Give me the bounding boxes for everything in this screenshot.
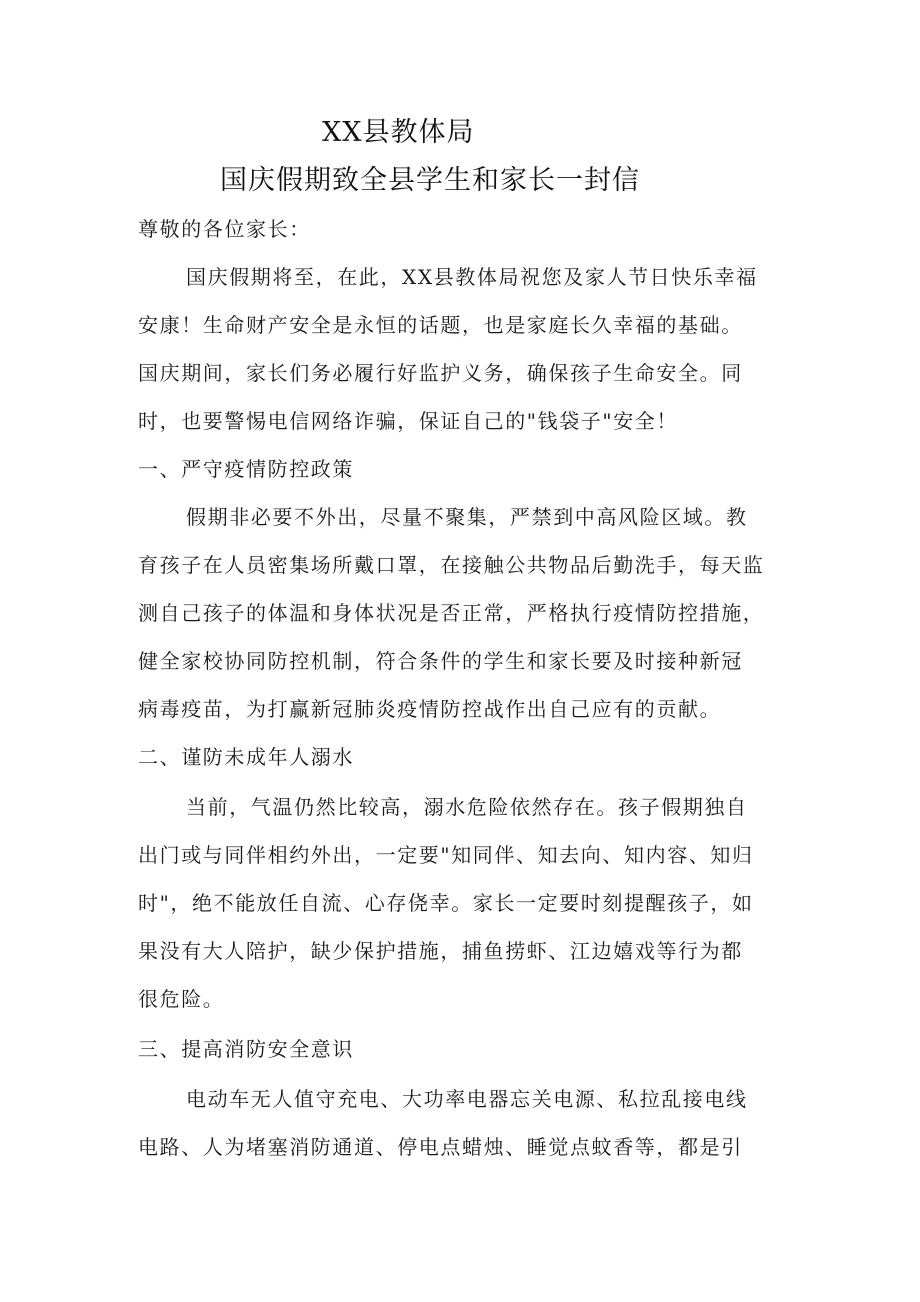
section-line: 电路、人为堵塞消防通道、停电点蜡烛、睡觉点蚊香等，都是引 [138,1135,743,1159]
section-line: 电动车无人值守充电、大功率电器忘关电源、私拉乱接电线 [186,1087,748,1111]
section-heading: 一、严守疫情防控政策 [138,457,354,481]
section-line: 出门或与同伴相约外出，一定要"知同伴、知去向、知内容、知归 [138,843,754,867]
section-line: 测自己孩子的体温和身体状况是否正常，严格执行疫情防控措施， [138,601,765,625]
intro-line: 国庆假期将至，在此，XX县教体局祝您及家人节日快乐幸福 [186,265,758,289]
intro-line: 时，也要警惕电信网络诈骗，保证自己的"钱袋子"安全！ [138,409,678,433]
section-heading: 三、提高消防安全意识 [138,1037,354,1061]
section-heading: 二、谨防未成年人溺水 [138,745,354,769]
section-line: 果没有大人陪护，缺少保护措施，捕鱼捞虾、江边嬉戏等行为都 [138,939,743,963]
intro-line: 国庆期间，家长们务必履行好监护义务，确保孩子生命安全。同 [138,361,743,385]
intro-line: 安康！生命财产安全是永恒的话题，也是家庭长久幸福的基础。 [138,313,743,337]
section-line: 育孩子在人员密集场所戴口罩，在接触公共物品后勤洗手，每天监 [138,553,765,577]
section-line: 病毒疫苗，为打赢新冠肺炎疫情防控战作出自己应有的贡献。 [138,697,722,721]
section-line: 健全家校协同防控机制，符合条件的学生和家长要及时接种新冠 [138,649,743,673]
section-line: 时"，绝不能放任自流、心存侥幸。家长一定要时刻提醒孩子，如 [138,891,754,915]
org-title: XX县教体局 [322,117,475,148]
section-line: 很危险。 [138,987,225,1011]
letter-title: 国庆假期致全县学生和家长一封信 [220,165,640,196]
salutation: 尊敬的各位家长： [138,217,311,241]
section-line: 假期非必要不外出，尽量不聚集，严禁到中高风险区域。教 [186,505,748,529]
section-line: 当前，气温仍然比较高，溺水危险依然存在。孩子假期独自 [186,795,748,819]
